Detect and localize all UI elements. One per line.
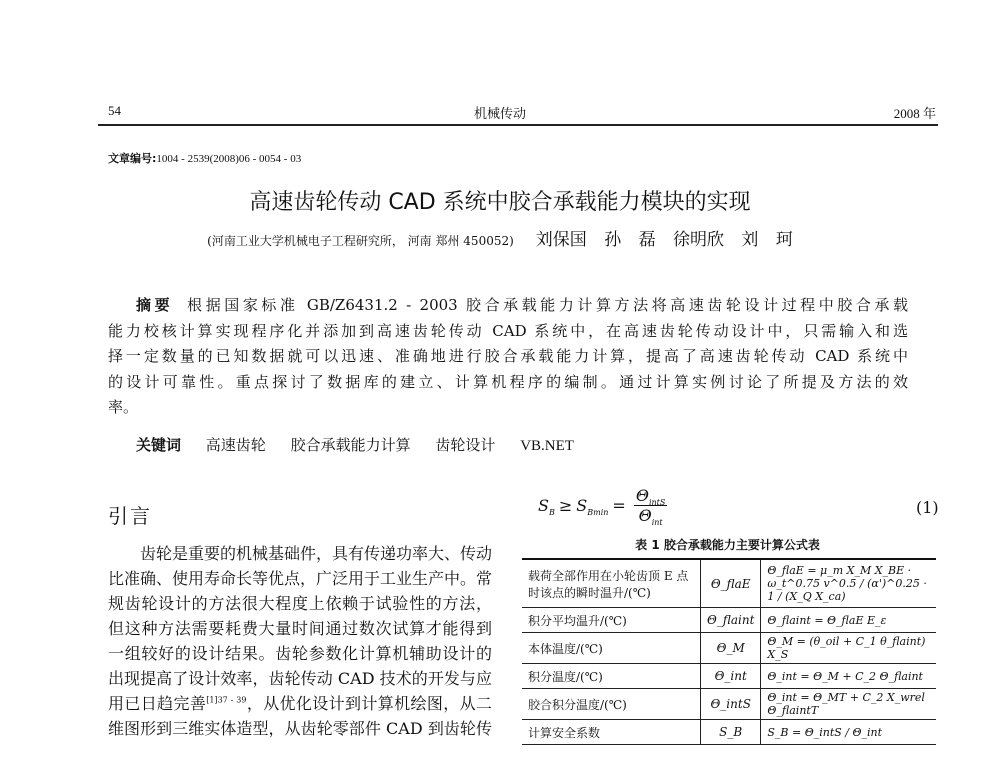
body-line: 一组较好的设计结果。齿轮参数化计算机辅助设计的	[108, 644, 492, 663]
abstract-text: 根据国家标准 GB/Z6431.2 - 2003 胶合承载能力计算方法将高速齿轮设计过程中胶合承载	[187, 296, 908, 314]
table-cell-name: 本体温度/(℃)	[522, 633, 701, 664]
table-cell-formula: Θ_int = Θ_M + C_2 Θ_flaint	[761, 664, 936, 689]
abstract-line: 能力校核计算实现程序化并添加到高速齿轮传动 CAD 系统中，在高速齿轮传动设计中，只需输入和选	[108, 321, 908, 340]
table-cell-formula: Θ_flaE = μ_m X_M X_BE · ω_t^0.75 v^0.5 / (α')^0.25 · 1 / (X_Q X_ca)	[761, 559, 936, 608]
body-line: 齿轮是重要的机械基础件，具有传递功率大、传动	[140, 544, 493, 563]
table-caption: 表 1 胶合承载能力主要计算公式表	[635, 538, 820, 552]
abstract-label: 摘要	[136, 296, 174, 314]
eq-denominator	[638, 506, 663, 528]
eq-mid	[576, 496, 609, 518]
eq-symbol: Θ	[635, 486, 649, 505]
table-cell-name: 积分温度/(℃)	[522, 664, 701, 689]
eq-sub: int	[651, 518, 663, 528]
article-number	[108, 150, 301, 166]
table-row	[522, 664, 936, 689]
article-number-label: 文章编号:	[108, 152, 157, 165]
table-row	[522, 633, 936, 664]
year: 2008 年	[893, 106, 936, 121]
section-title: 引言	[108, 504, 152, 528]
keywords-label: 关键词	[136, 436, 182, 454]
eq-relation: ≥	[558, 496, 573, 515]
eq-sub: intS	[648, 498, 666, 508]
table-row	[522, 559, 936, 608]
body-text	[108, 541, 492, 741]
page-number: 54	[108, 103, 121, 118]
keyword: VB.NET	[520, 438, 574, 454]
citation-pages: 37 - 39	[217, 695, 247, 705]
body-line	[108, 691, 492, 716]
keyword: 齿轮设计	[435, 436, 496, 454]
table-cell-name: 积分平均温升/(℃)	[522, 608, 701, 633]
body-line: 比准确、使用寿命长等优点，广泛用于工业生产中。常	[108, 569, 493, 588]
paper-title: 高速齿轮传动 CAD 系统中胶合承载能力模块的实现	[249, 190, 751, 215]
authors: 刘保国 孙 磊 徐明欣 刘 珂	[535, 230, 793, 250]
abstract-line	[108, 293, 908, 319]
header-rule	[98, 124, 938, 126]
equation-1	[538, 486, 667, 528]
table-cell-symbol: Θ_intS	[701, 689, 761, 720]
table-cell-name: 胶合积分温度/(℃)	[522, 689, 701, 720]
table-cell-formula: Θ_M = (θ_oil + C_1 θ_flaint) X_S	[761, 633, 936, 664]
table-cell-name: 计算安全系数	[522, 720, 701, 745]
body-line: 规齿轮设计的方法很大程度上依赖于试验性的方法，	[108, 594, 492, 613]
byline	[0, 225, 1000, 250]
eq-lhs	[538, 496, 555, 518]
body-line: 出现提高了设计效率，齿轮传动 CAD 技术的开发与应	[108, 669, 492, 688]
body-text-segment: 用已日趋完善	[108, 694, 207, 713]
table-cell-formula: Θ_flaint = Θ_flaE E_ε	[761, 608, 936, 633]
table-cell-symbol: Θ_flaint	[701, 608, 761, 633]
citation[interactable]	[206, 696, 246, 705]
table-row	[522, 608, 936, 633]
eq-symbol: S	[538, 496, 549, 515]
eq-numerator	[634, 486, 668, 506]
table-cell-name: 载荷全部作用在小轮齿顶 E 点时该点的瞬时温升/(℃)	[522, 559, 701, 608]
eq-symbol: S	[576, 496, 588, 515]
table-row	[522, 689, 936, 720]
eq-sub: Bmin	[587, 508, 609, 518]
eq-fraction	[634, 486, 668, 528]
formula-table	[522, 558, 936, 745]
table-cell-symbol: Θ_flaE	[701, 559, 761, 608]
equation-number: (1)	[916, 498, 939, 517]
table-cell-formula: Θ_int = Θ_MT + C_2 X_wrel Θ_flaintT	[761, 689, 936, 720]
body-text-segment: ，从优化设计到计算机绘图，从二	[246, 694, 492, 713]
abstract-line: 择一定数量的已知数据就可以迅速、准确地进行胶合承载能力计算，提高了高速齿轮传动 CAD 系统中	[108, 347, 908, 365]
body-line: 但这种方法需要耗费大量时间通过数次试算才能得到	[108, 619, 492, 638]
keyword: 高速齿轮	[205, 436, 266, 454]
table-cell-formula: S_B = Θ_intS / Θ_int	[761, 720, 936, 745]
journal-name: 机械传动	[473, 107, 526, 122]
eq-equals: =	[612, 496, 626, 515]
keyword: 胶合承载能力计算	[290, 436, 411, 454]
abstract-line: 率。	[108, 398, 139, 416]
article-number-value: 1004 - 2539(2008)06 - 0054 - 03	[156, 153, 302, 165]
citation-ref[interactable]: [1]	[206, 695, 218, 705]
eq-symbol: Θ	[638, 506, 652, 525]
table-cell-symbol: S_B	[701, 720, 761, 745]
keywords	[136, 434, 594, 455]
body-line: 维图形到三维实体造型，从齿轮零部件 CAD 到齿轮传	[108, 719, 492, 738]
abstract-line: 的设计可靠性。重点探讨了数据库的建立、计算机程序的编制。通过计算实例讨论了所提及方法的效	[108, 372, 908, 391]
table-cell-symbol: Θ_int	[701, 664, 761, 689]
abstract	[108, 293, 908, 421]
eq-sub: B	[548, 508, 555, 518]
table-cell-symbol: Θ_M	[701, 633, 761, 664]
affiliation: (河南工业大学机械电子工程研究所， 河南 郑州 450052)	[207, 234, 514, 248]
table-row	[522, 720, 936, 745]
